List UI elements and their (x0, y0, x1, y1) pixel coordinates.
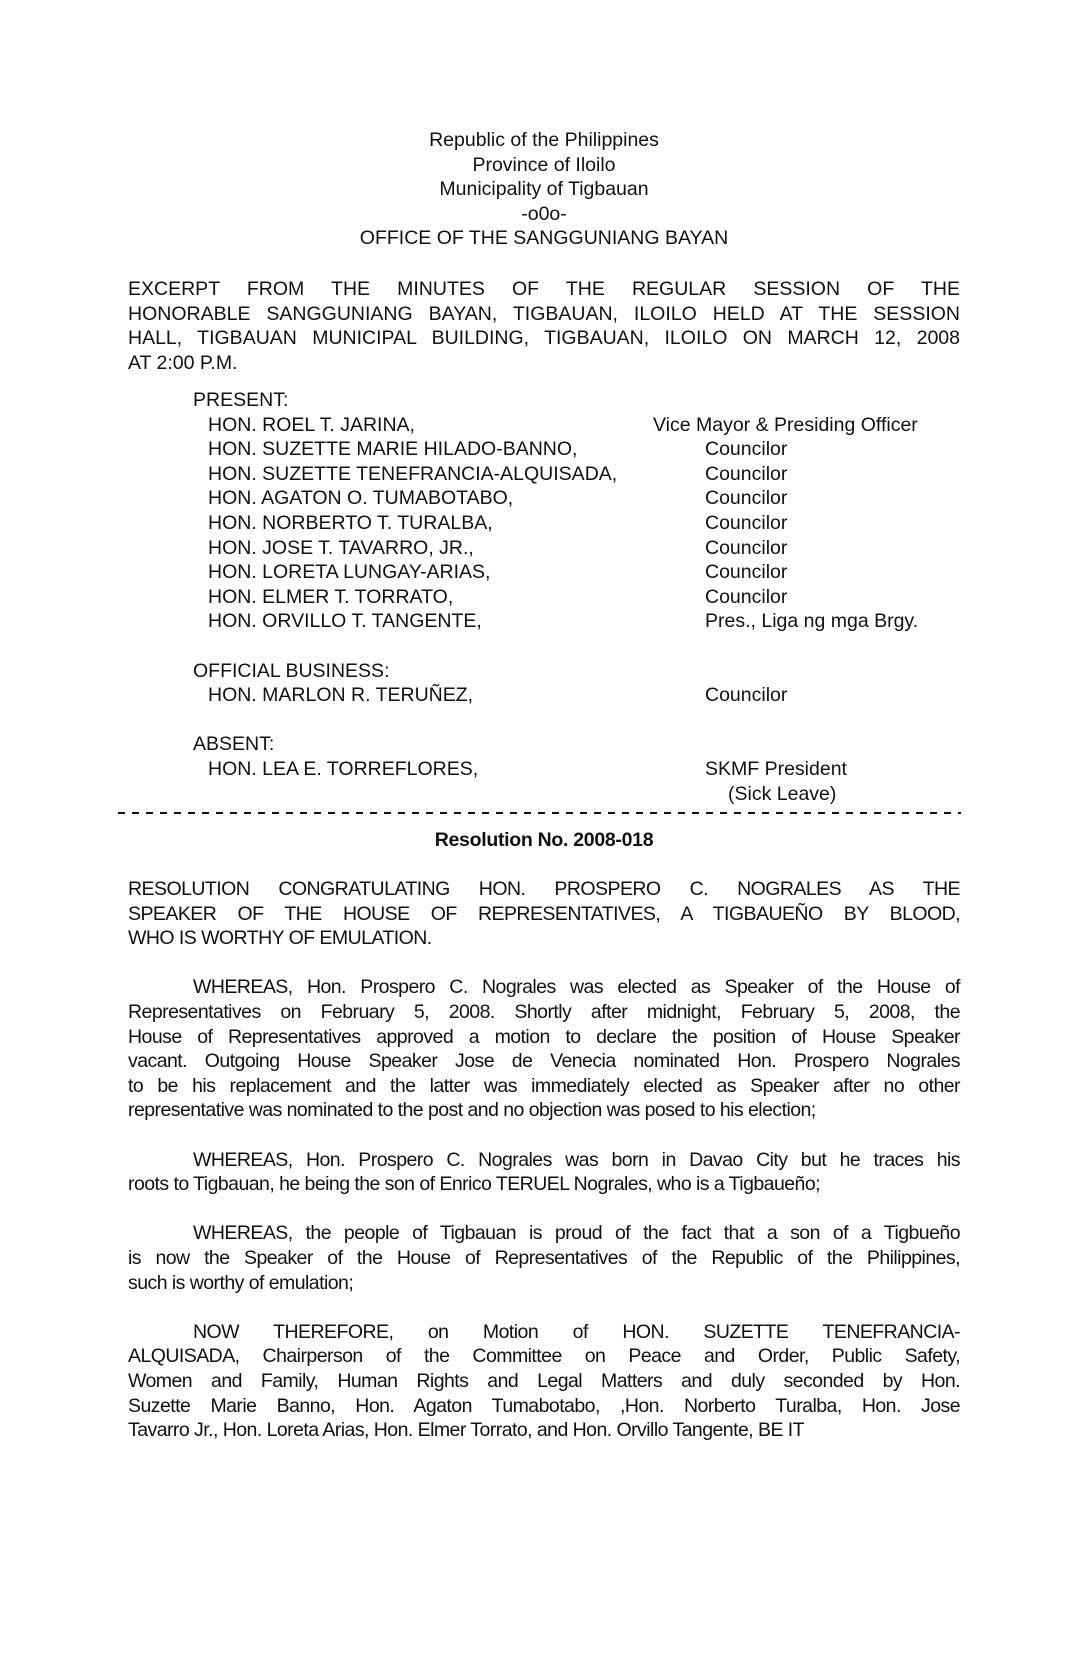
paragraph-line: to be his replacement and the latter was immediately elected as Speaker after no other (128, 1074, 960, 1097)
paragraph-line: WHEREAS, Hon. Prospero C. Nograles was elected as Speaker of the House of (193, 976, 960, 999)
attendee-name: HON. MARLON R. TERUÑEZ, (208, 684, 474, 707)
official-business-label: OFFICIAL BUSINESS: (193, 659, 390, 682)
paragraph-line: vacant. Outgoing House Speaker Jose de Venecia nominated Hon. Prospero Nograles (128, 1050, 960, 1073)
attendee-name: HON. ORVILLO T. TANGENTE, (208, 610, 482, 633)
attendee-name: HON. AGATON O. TUMABOTABO, (208, 487, 514, 510)
attendee-name: HON. LEA E. TORREFLORES, (208, 758, 479, 780)
paragraph-line: representative was nominated to the post and no objection was posed to his election; (128, 1099, 816, 1122)
attendee-note: (Sick Leave) (728, 782, 837, 805)
resolution-number: Resolution No. 2008-018 (434, 829, 654, 851)
attendee-name: HON. JOSE T. TAVARRO, JR., (208, 536, 474, 559)
paragraph-line: Suzette Marie Banno, Hon. Agaton Tumabotabo, ,Hon. Norberto Turalba, Hon. Jose (128, 1394, 960, 1417)
attendee-name: HON. SUZETTE MARIE HILADO-BANNO, (208, 438, 578, 461)
attendee-row (0, 757, 1088, 782)
attendee-title: Councilor (705, 438, 788, 461)
attendee-title: Councilor (705, 487, 788, 510)
paragraph-line: is now the Speaker of the House of Representatives of the Republic of the Philippines, (128, 1247, 960, 1269)
attendee-name: HON. NORBERTO T. TURALBA, (208, 512, 493, 534)
paragraph-line: roots to Tigbauan, he being the son of Enrico TERUEL Nograles, who is a Tigbaueño; (128, 1173, 821, 1196)
attendee-name: HON. ELMER T. TORRATO, (208, 585, 454, 608)
resolution-title-line: SPEAKER OF THE HOUSE OF REPRESENTATIVES, A TIGBAUEÑO BY BLOOD, (128, 902, 960, 925)
attendee-title: Councilor (705, 512, 788, 534)
attendee-name: HON. ROEL T. JARINA, (208, 413, 415, 436)
attendee-row (0, 413, 1088, 438)
attendee-title: Councilor (705, 585, 788, 608)
paragraph-line: NOW THEREFORE, on Motion of HON. SUZETTE TENEFRANCIA- (193, 1320, 960, 1343)
excerpt-line: HONORABLE SANGGUNIANG BAYAN, TIGBAUAN, ILOILO HELD AT THE SESSION (128, 302, 960, 325)
attendee-name: HON. SUZETTE TENEFRANCIA-ALQUISADA, (208, 462, 618, 485)
paragraph-line: Representatives on February 5, 2008. Shortly after midnight, February 5, 2008, the (128, 1001, 960, 1023)
letterhead-separator: -o0o- (521, 202, 567, 225)
attendee-row (0, 683, 1088, 708)
paragraph-line: WHEREAS, Hon. Prospero C. Nograles was born in Davao City but he traces his (193, 1148, 960, 1171)
letterhead-municipality: Municipality of Tigbauan (439, 178, 649, 200)
letterhead-province: Province of Iloilo (472, 153, 616, 176)
paragraph-line: ALQUISADA, Chairperson of the Committee on Peace and Order, Public Safety, (128, 1345, 960, 1368)
attendee-row (0, 462, 1088, 487)
letterhead-republic: Republic of the Philippines (429, 129, 659, 151)
attendee-row (0, 511, 1088, 536)
paragraph-line: such is worthy of emulation; (128, 1271, 354, 1294)
letterhead-office: OFFICE OF THE SANGGUNIANG BAYAN (359, 227, 729, 249)
resolution-title-line: RESOLUTION CONGRATULATING HON. PROSPERO C. NOGRALES AS THE (128, 878, 960, 900)
attendee-row (0, 437, 1088, 462)
present-label: PRESENT: (193, 389, 289, 411)
paragraph-line: Tavarro Jr., Hon. Loreta Arias, Hon. Elmer Torrato, and Hon. Orvillo Tangente, BE IT (128, 1419, 804, 1442)
attendee-row (0, 536, 1088, 561)
dashed-separator (118, 812, 961, 814)
attendee-note-row (0, 782, 1088, 807)
attendee-title: Pres., Liga ng mga Brgy. (705, 610, 919, 633)
excerpt-line: HALL, TIGBAUAN MUNICIPAL BUILDING, TIGBAUAN, ILOILO ON MARCH 12, 2008 (128, 327, 960, 350)
paragraph-line: Women and Family, Human Rights and Legal Matters and duly seconded by Hon. (128, 1370, 960, 1392)
paragraph-line: House of Representatives approved a motion to declare the position of House Speaker (128, 1025, 960, 1048)
attendee-row (0, 486, 1088, 511)
paragraph-line: WHEREAS, the people of Tigbauan is proud of the fact that a son of a Tigbueño (193, 1222, 960, 1245)
attendee-title: SKMF President (705, 758, 847, 780)
letterhead (0, 128, 1088, 251)
attendee-row (0, 609, 1088, 634)
attendee-row (0, 560, 1088, 585)
resolution-title-line: WHO IS WORTHY OF EMULATION. (128, 927, 432, 950)
attendee-title: Councilor (705, 561, 788, 584)
attendee-row (0, 585, 1088, 610)
attendee-title: Councilor (705, 462, 788, 485)
absent-label: ABSENT: (193, 733, 275, 756)
attendee-title: Vice Mayor & Presiding Officer (653, 413, 918, 436)
excerpt-line: AT 2:00 P.M. (128, 351, 238, 374)
attendee-name: HON. LORETA LUNGAY-ARIAS, (208, 561, 491, 584)
attendee-title: Councilor (705, 536, 788, 559)
excerpt-line: EXCERPT FROM THE MINUTES OF THE REGULAR SESSION OF THE (128, 278, 960, 300)
attendee-title: Councilor (705, 684, 788, 707)
